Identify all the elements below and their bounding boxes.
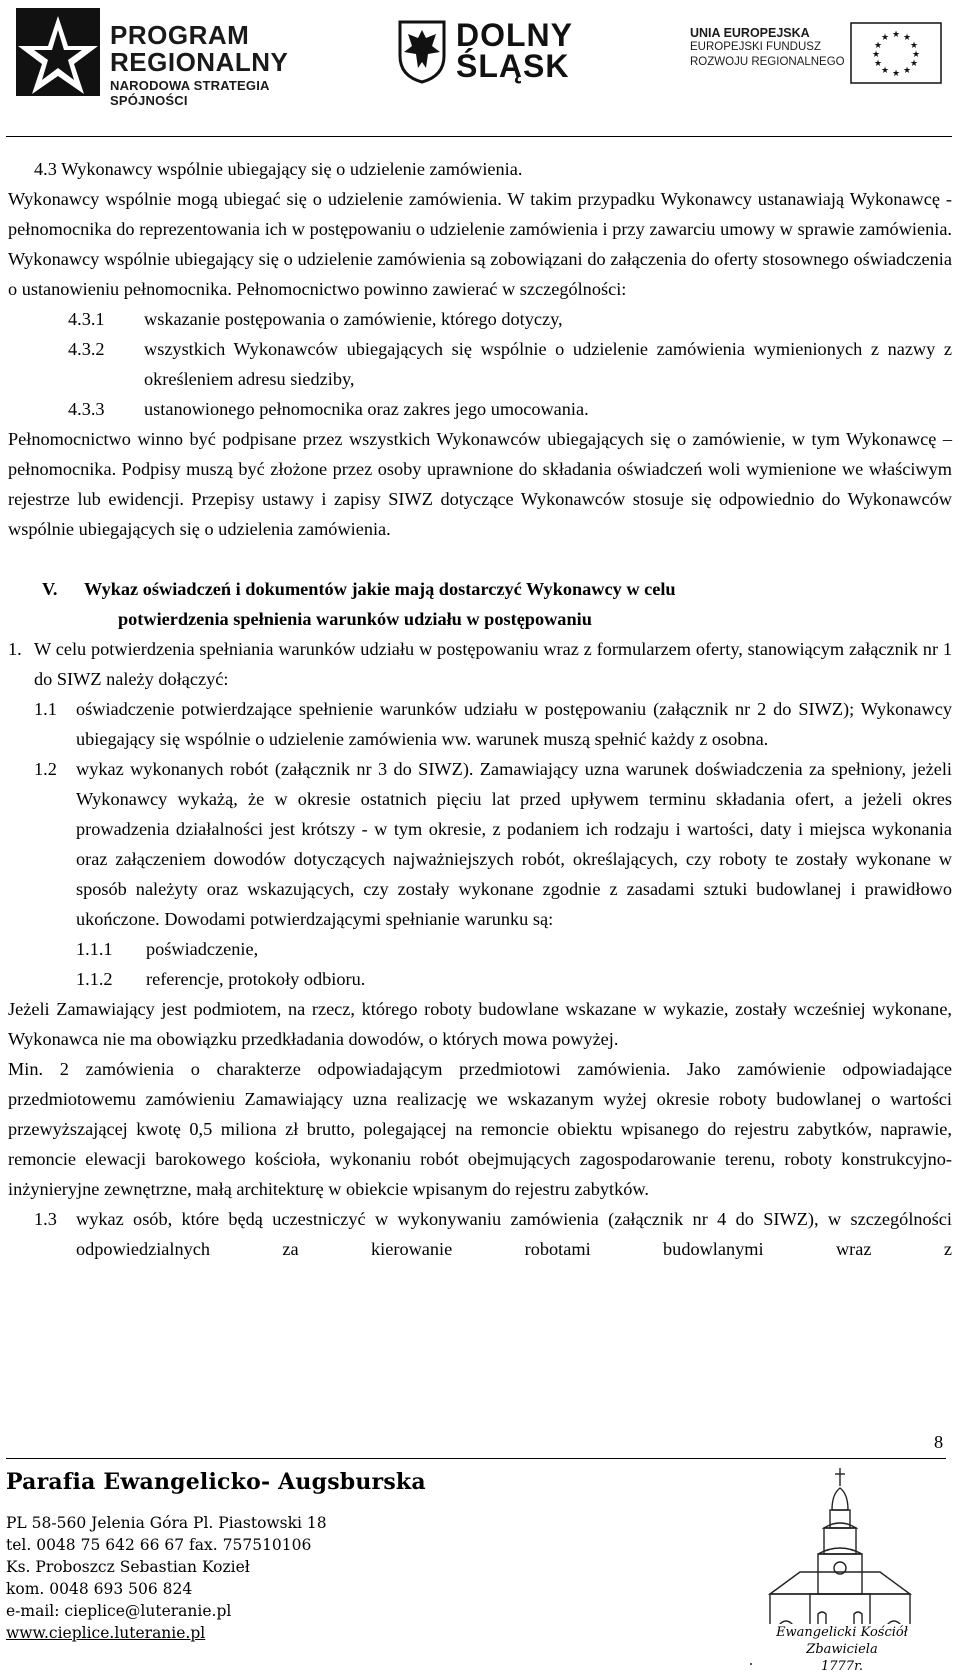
church-caption [752,1624,932,1675]
svg-text:★: ★ [909,41,919,51]
list-item-text: ustanowionego pełnomocnika oraz zakres jego umocowania. [144,399,589,419]
program-regionalny-logo [14,6,344,108]
parish-phone: tel. 0048 75 642 66 67 fax. 757510106 [6,1536,312,1554]
svg-text:★: ★ [873,41,883,51]
church-caption-line1: Ewangelicki Kościół Zbawiciela [776,1625,908,1657]
parish-name: Parafia Ewangelicko- Augsburska [6,1469,426,1495]
program-line1: PROGRAM [110,20,250,50]
list-item-number: 1.3 [34,1209,57,1229]
eu-fund-logo [690,22,950,90]
region-line1: DOLNY [456,17,573,53]
list-item [8,964,952,994]
parish-email: e-mail: cieplice@luteranie.pl [6,1602,232,1620]
parish-mobile: kom. 0048 693 506 824 [6,1580,193,1598]
eu-line3: ROZWOJU REGIONALNEGO [690,56,845,68]
list-item [8,394,952,424]
list-item-text: wykaz wykonanych robót (załącznik nr 3 do SIWZ). Zamawiający uzna warunek doświadczenia za spełniony, jeżeli Wykonawcy wykażą, że w okresie ostatnich pięciu lat przed upływem terminu składania ofert, a jeżeli okres prowadzenia działalności jest krótszy - w tym okresie, z podaniem ich rodzaju i wartości, daty i miejsca wykonania oraz załączeniem dowodów dotyczących najważniejszych robót, określających, czy roboty te zostały wykonane w sposób należyty oraz wskazujących, czy zostały wykonane zgodnie z zasadami sztuki budowlanej i prawidłowo ukończone. Dowodami potwierdzającymi spełnianie warunku są: [76,759,952,929]
list-item-number: 4.3.2 [68,339,105,359]
parish-priest: Ks. Proboszcz Sebastian Kozieł [6,1558,250,1576]
svg-text:★: ★ [902,66,912,76]
svg-text:★: ★ [891,69,901,79]
section-4-3-body: Wykonawcy wspólnie mogą ubiegać się o udzielenie zamówienia. W takim przypadku Wykonawcy ustanawiają Wykonawcę - pełnomocnika do reprezentowania ich w postępowaniu o udzielenie zamówienia i przy zawarciu umowy w sprawie zamówienia. Wykonawcy wspólnie ubiegający się o udzielenie zamówienia są zobowiązani do załączenia do oferty stosownego oświadczenia o ustanowieniu pełnomocnika. Pełnomocnictwo powinno zawierać w szczególności: [8,189,952,299]
region-line2: ŚLĄSK [456,48,570,84]
list-item [8,334,952,394]
svg-text:★: ★ [871,50,881,60]
section-v-title-line1: Wykaz oświadczeń i dokumentów jakie mają dostarczyć Wykonawcy w celu [84,579,676,599]
list-item-number: 4.3.1 [68,309,105,329]
list-item [8,694,952,754]
note-paragraph: Min. 2 zamówienia o charakterze odpowiadającym przedmiotowi zamówienia. Jako zamówienie odpowiadające przedmiotowemu zamówieniu Zamawiający uzna realizację we wskazanym wyżej okresie roboty budowlanej o wartości przewyższającej kwotę 0,5 miliona zł brutto, polegającej na remoncie obiektu wpisanego do rejestru zabytków, naprawie, remoncie elewacji barokowego kościoła, wykonaniu robót obejmujących zagospodarowanie terenu, roboty konstrukcyjno-inżynieryjne zewnętrzne, małą architekturę w obiekcie wpisanym do rejestru zabytków. [8,1059,952,1199]
note-paragraph: Jeżeli Zamawiający jest podmiotem, na rzecz, którego roboty budowlane wskazane w wykazie, zostały wcześniej wykonane, Wykonawca nie ma obowiązku przedkładania dowodów, o których mowa powyżej. [8,999,952,1049]
program-line3: NARODOWA STRATEGIA SPÓJNOŚCI [110,78,270,108]
eu-line2: EUROPEJSKI FUNDUSZ [690,41,821,53]
list-item-text: oświadczenie potwierdzające spełnienie warunków udziału w postępowaniu (załącznik nr 2 do SIWZ); Wykonawcy ubiegający się wspólnie o udzielenie zamówienia ww. warunek muszą spełnić każdy z osobna. [76,699,952,749]
page-footer [6,1464,706,1644]
list-item-number: 1.1 [34,699,57,719]
svg-text:★: ★ [891,30,901,40]
list-item [8,934,952,964]
parish-address: PL 58-560 Jelenia Góra Pl. Piastowski 18 [6,1514,327,1532]
svg-text:★: ★ [909,59,919,69]
page-header [0,0,960,120]
parish-website-link[interactable]: www.cieplice.luteranie.pl [6,1624,206,1642]
svg-text:★: ★ [902,33,912,43]
list-item-text: wszystkich Wykonawców ubiegających się wspólnie o udzielenie zamówienia wymienionych z nazwy z określeniem adresu siedziby, [144,339,952,389]
document-body [8,154,952,1264]
list-item-number: 4.3.3 [68,399,105,419]
list-item [8,634,952,694]
list-item [8,1204,952,1264]
list-item-number: 1.1.1 [76,939,113,959]
church-caption-line2: 1777r. [820,1659,863,1674]
eu-line1: UNIA EUROPEJSKA [690,26,810,40]
section-4-3-title: 4.3 Wykonawcy wspólnie ubiegający się o udzielenie zamówienia. [34,159,523,179]
list-item-number: 1.2 [34,759,57,779]
section-v-number: V. [42,579,58,599]
header-divider [6,136,952,137]
section-v-heading [8,574,952,634]
footer-divider [6,1458,946,1459]
list-item [8,754,952,934]
eagle-coat-of-arms-icon [396,18,448,84]
list-item-text: wykaz osób, które będą uczestniczyć w wykonywaniu zamówienia (załącznik nr 4 do SIWZ), w szczególności odpowiedzialnych za kierowanie robotami budowlanymi wraz z [76,1209,952,1259]
list-item-text: referencje, protokoły odbioru. [146,969,366,989]
eu-flag-icon [850,22,942,84]
list-item-text: wskazanie postępowania o zamówienie, którego dotyczy, [144,309,563,329]
svg-text:★: ★ [880,33,890,43]
svg-text:★: ★ [911,50,921,60]
list-item [8,304,952,334]
section-v-title-line2: potwierdzenia spełnienia warunków udziału w postępowaniu [118,609,592,629]
svg-text:★: ★ [873,59,883,69]
svg-text:★: ★ [880,66,890,76]
section-4-3-tail: Pełnomocnictwo winno być podpisane przez wszystkich Wykonawców ubiegających się o zamówienie, w tym Wykonawcę – pełnomocnika. Podpisy muszą być złożone przez osoby uprawnione do składania oświadczeń woli wymienione we właściwym rejestrze lub ewidencji. Przepisy ustawy i zapisy SIWZ dotyczące Wykonawców stosuje się odpowiednio do Wykonawców wspólnie ubiegających się o udzielenia zamówienia. [8,429,952,539]
list-item-text: W celu potwierdzenia spełniania warunków udziału w postępowaniu wraz z formularzem oferty, stanowiącym załącznik nr 1 do SIWZ należy dołączyć: [34,639,952,689]
dolny-slask-logo [396,18,586,88]
program-regionalny-star-icon [14,6,102,98]
list-item-number: 1. [8,639,22,659]
program-line2: REGIONALNY [110,47,289,77]
list-item-number: 1.1.2 [76,969,113,989]
page-number: 8 [934,1432,944,1452]
list-item-text: poświadczenie, [146,939,259,959]
